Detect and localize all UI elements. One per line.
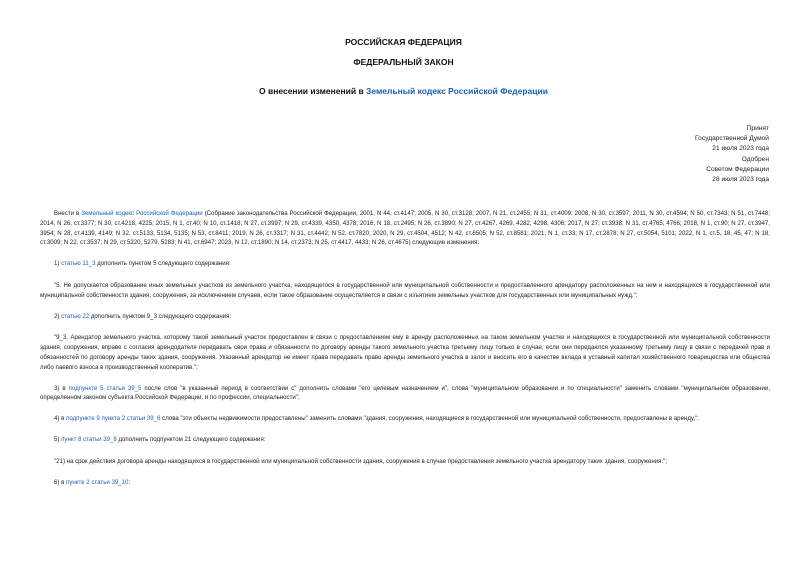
item-text: дополнить пунктом 5 следующего содержания: — [95, 260, 231, 268]
item-number: 3) в — [54, 384, 69, 392]
intro-prefix: Внести в — [54, 210, 82, 217]
article-link[interactable]: статью 11_3 — [61, 260, 96, 268]
item-2 — [40, 312, 770, 322]
approval-date: 28 июля 2023 года — [712, 176, 769, 184]
approval-line: Одобрен — [741, 155, 769, 163]
item-4 — [40, 414, 770, 424]
item-text: : — [128, 478, 131, 486]
adoption-line: Принят — [746, 125, 769, 132]
article-link[interactable]: пункт 8 статьи 39_8 — [61, 435, 117, 443]
law-type-heading: ФЕДЕРАЛЬНЫЙ ЗАКОН — [353, 57, 454, 67]
item-1 — [40, 259, 770, 269]
adoption-date: 21 июля 2023 года — [712, 145, 769, 153]
intro-text: (Собрание законодательства Российской Федерации, 2001, N 44, ст.4147; 2005, N 30, ст.3128; 2007, N 21, ст.2455; N 31, ст.4009; 2008, N 30, ст.3597; 2011, N 30, ст.4594; N 50, ст.7343; N 51, ст.7448; 2014, N 26, ст.3377; N 30, ст.4218, 4225; 2015, N 1, ст.40; N 10, ст.1418; N 27, ст.3997; N 29, ст.4339, 4350, 4378; 2016, N 18, ст.2495; N 26, ст.3890; N 27, ст.4267, 4269, 4282, 4298, 4306; 2017, N 27, ст.3938; N 31, ст.4765, 4766; 2018, N 1, ст.90; N 27, ст.3947, 3954; N 28, ст.4139, 4149; N 32, ст.5133, 5134, 5135; N 53, ст.8411; 2019, N 26, ст.3317; N 31, ст.4442; N 52, ст.7820; 2020, N 29, ст.4504, 4512; N 42, ст.6505; N 52, ст.8581; 2021, N 1, ст.33; N 17, ст.2878; N 27, ст.5054, 5101; 2022, N 1, ст.5, 18, 45, 47; N 18, ст.3009; N 22, ст.3537; N 29, ст.5220, 5279, 5283; N 41, ст.6947; 2023, N 12, ст.1890; N 14, ст.2373; N 25, ст.4417, 4433; N 26, ст.4675) следующие изменения: — [40, 210, 770, 247]
item-number: 5) — [54, 435, 62, 443]
item-6 — [40, 478, 770, 488]
item-text: дополнить подпунктом 21 следующего содержания: — [116, 435, 266, 443]
article-link[interactable]: статью 22 — [61, 312, 90, 320]
item-number: 4) в — [54, 415, 67, 423]
item-text: дополнить пунктом 9_3 следующего содержания: — [89, 312, 232, 320]
item-number: 6) в — [54, 478, 67, 486]
article-link[interactable]: подпункте 5 статьи 39_5 — [68, 384, 142, 392]
article-link[interactable]: подпункте 9 пункта 2 статьи 39_6 — [66, 415, 161, 423]
intro-paragraph — [40, 209, 770, 248]
item-1-quote: "5. Не допускается образование иных земельных участков из земельного участка, находящегося в государственной или муниципальной собственности и предоставленного арендатору расположенных на нем и находящихся в государственной или муниципальной собственности здания, сооружения, за исключением случаев, если такое образование осуществляется в связи с изъятием земельных участков для государственных или муниципальных нужд."; — [40, 281, 770, 299]
item-number: 2) — [54, 312, 62, 320]
title-code-link[interactable]: Земельный кодекс Российской Федерации — [366, 86, 548, 96]
adoption-info — [695, 124, 769, 185]
adoption-line: Государственной Думой — [695, 135, 769, 143]
code-link[interactable]: Земельный кодекс Российской Федерации — [81, 210, 203, 217]
item-2-quote: "9_3. Арендатор земельного участка, которому такой земельный участок предоставлен в связи с предоставлением ему в аренду расположенных на таком земельном участке и находящихся в государственной или муниципальной собственности здания, сооружения, вправе с согласия арендодателя передавать свои права и обязанности по договору аренды такого земельного участка третьему лицу только в случае, если они передаются указанному третьему лицу в связи с передачей прав и обязанностей по договору аренды таких здания, сооружения. Указанный арендатор не имеет права передавать право аренды земельного участка в залог и вносить его в качестве вклада в уставный капитал хозяйственного товарищества или общества либо паевого взноса в производственный кооператив."; — [40, 334, 770, 371]
document-title — [0, 86, 807, 96]
title-prefix: О внесении изменений в — [259, 86, 367, 96]
approval-line: Советом Федерации — [706, 165, 769, 173]
item-5 — [40, 435, 770, 445]
document-body — [40, 209, 770, 487]
item-text: после слов "в указанный период в соответствии с" дополнить словами "его целевым назначением и", слова "муниципальном образовании и по специальности" заменить словами "муниципальном образовании, определенном законом субъекта Российской Федерации, и по профессии, специальности"; — [40, 384, 771, 402]
federation-heading: РОССИЙСКАЯ ФЕДЕРАЦИЯ — [345, 37, 462, 47]
item-5-quote: "21) на срок действия договора аренды находящихся в государственной или муниципальной собственности здания, сооружения в случае предоставления земельного участка арендатору таких здания, сооружения."; — [54, 457, 668, 465]
item-text: слова "эти объекты недвижимости предоставлены" заменить словами "здания, сооружения, находящиеся в государственной или муниципальной собственности, предоставлены в аренду,"; — [160, 415, 699, 423]
article-link[interactable]: пункте 2 статьи 39_10 — [66, 478, 129, 486]
item-number: 1) — [54, 260, 62, 268]
item-3 — [40, 384, 770, 404]
